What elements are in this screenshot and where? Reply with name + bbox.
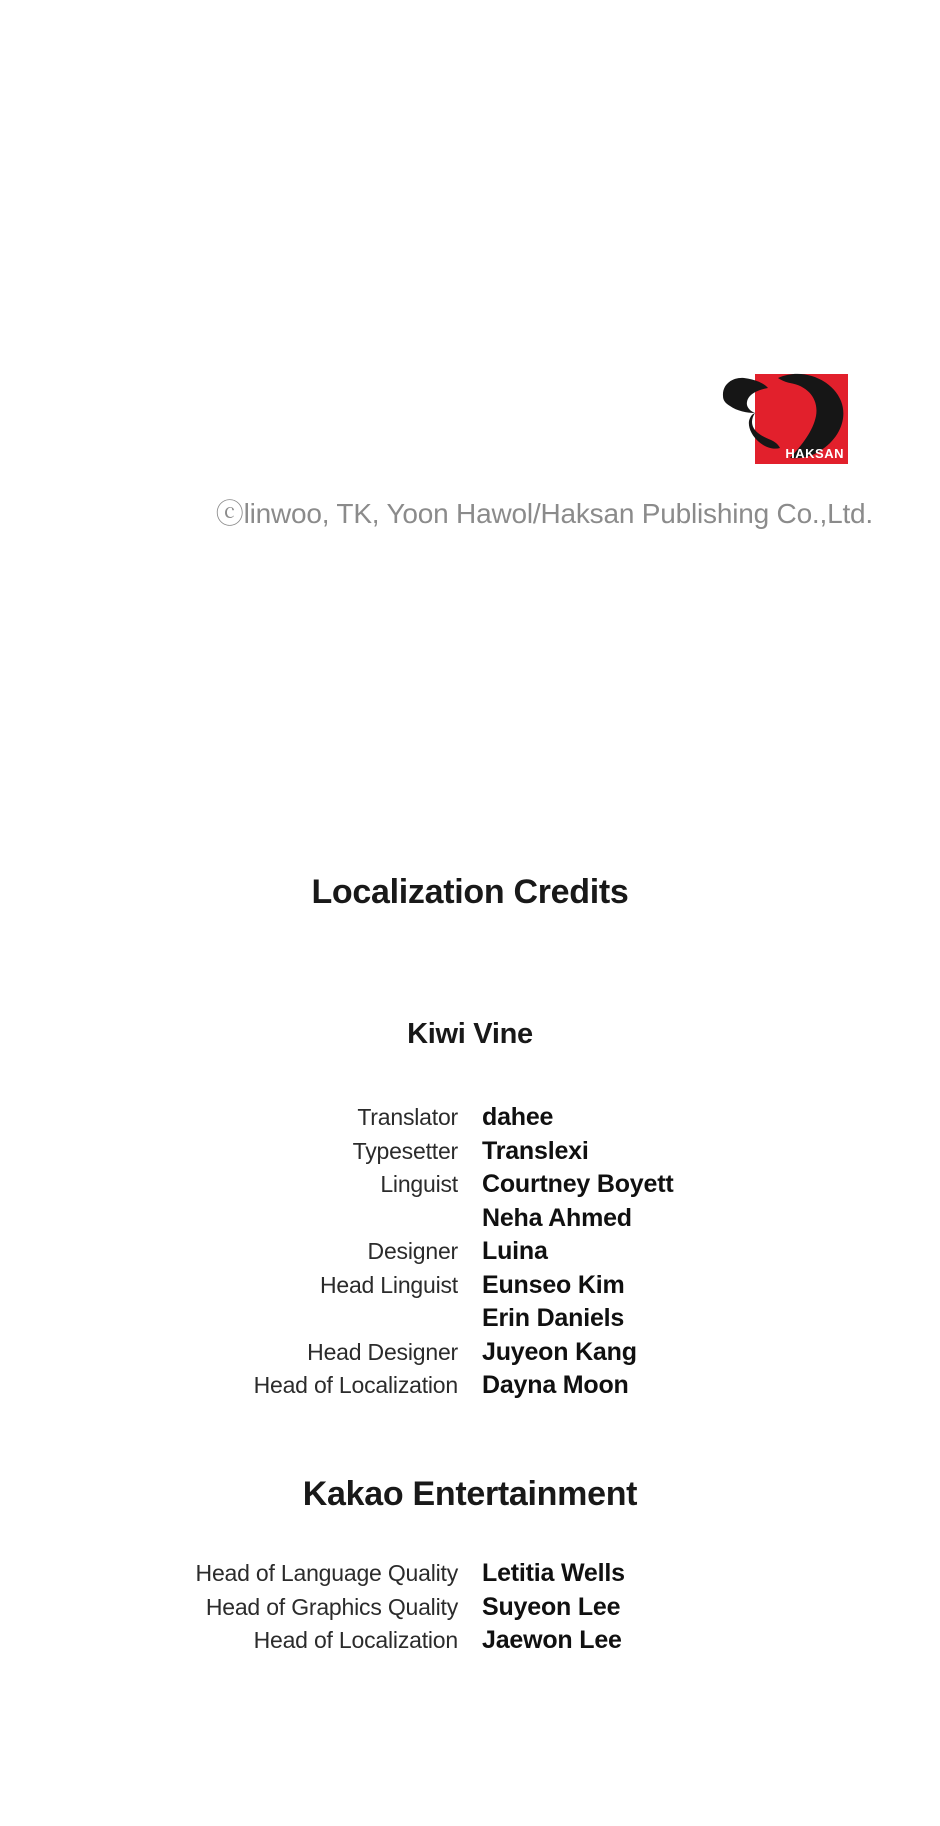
credit-role: Head Designer: [307, 1338, 458, 1365]
credit-row: [0, 1168, 940, 1202]
kiwi-vine-credit-list: [0, 1101, 940, 1403]
credit-role: Head of Localization: [253, 1627, 458, 1653]
section-heading-kiwi-vine: Kiwi Vine: [407, 1018, 533, 1050]
credit-name: Dayna Moon: [482, 1371, 629, 1399]
section-heading-kakao-entertainment: Kakao Entertainment: [302, 1475, 638, 1513]
credit-role: Head of Language Quality: [195, 1560, 458, 1586]
credit-row: [0, 1624, 940, 1658]
credit-row: [0, 1302, 940, 1336]
credit-name: Translexi: [482, 1136, 589, 1165]
credit-row: [0, 1202, 940, 1236]
credit-name: Courtney Boyett: [482, 1170, 674, 1198]
logo-wordmark: HAKSAN: [785, 446, 844, 461]
copyright-line: ⓒlinwoo, TK, Yoon Hawol/Haksan Publishing Co.,Ltd.: [215, 498, 873, 529]
credit-role: Typesetter: [352, 1137, 458, 1164]
credit-row: [0, 1557, 940, 1591]
credit-row: [0, 1591, 940, 1625]
credit-row: [0, 1369, 940, 1403]
credit-name: Neha Ahmed: [482, 1203, 632, 1232]
haksan-logo-graphic: [720, 371, 852, 467]
credit-row: [0, 1269, 940, 1303]
credit-row: [0, 1135, 940, 1169]
credit-name: Letitia Wells: [482, 1559, 625, 1587]
credit-name: Jaewon Lee: [482, 1626, 622, 1654]
kakao-credit-list: [0, 1557, 940, 1658]
credit-name: Erin Daniels: [482, 1304, 625, 1332]
credit-name: dahee: [482, 1103, 554, 1131]
credit-row: [0, 1235, 940, 1269]
page-title: Localization Credits: [311, 873, 629, 911]
credit-role: Designer: [367, 1238, 458, 1264]
credit-name: Suyeon Lee: [482, 1592, 621, 1621]
credit-role: Head Linguist: [319, 1271, 458, 1298]
haksan-logo: [720, 371, 852, 467]
credit-name: Juyeon Kang: [482, 1337, 637, 1366]
credit-role: Head of Graphics Quality: [205, 1593, 458, 1620]
credit-role: Head of Localization: [253, 1372, 458, 1398]
credit-role: Translator: [357, 1104, 458, 1130]
credit-row: [0, 1336, 940, 1370]
credit-name: Eunseo Kim: [482, 1270, 625, 1299]
credit-row: [0, 1101, 940, 1135]
credit-name: Luina: [482, 1237, 548, 1265]
credit-role: Linguist: [380, 1171, 458, 1197]
